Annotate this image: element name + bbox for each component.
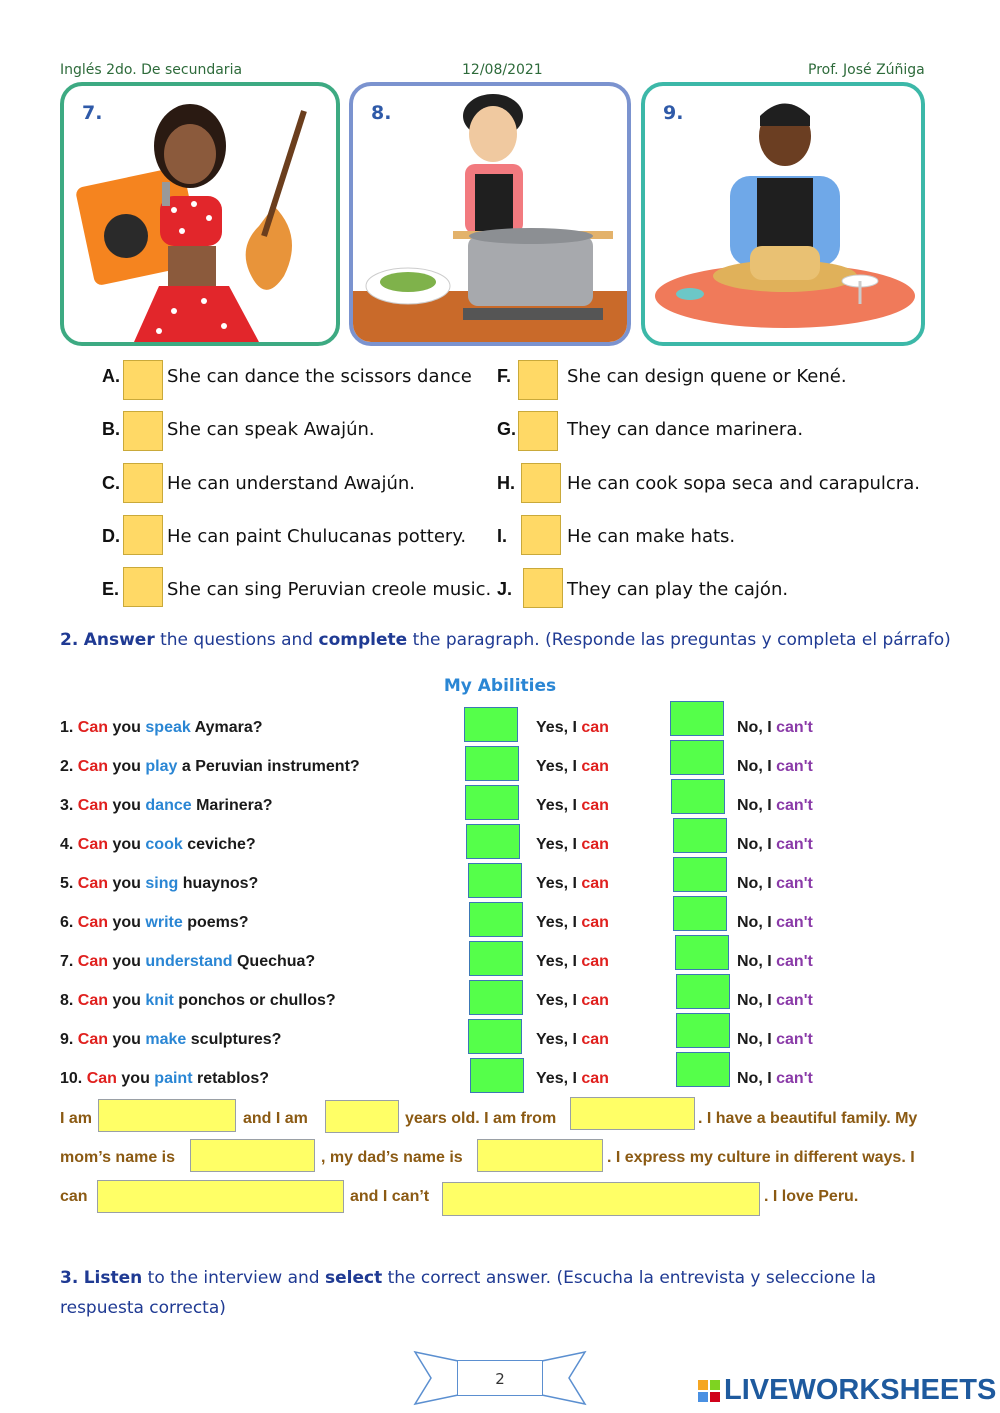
header-teacher: Prof. José Zúñiga (808, 62, 925, 78)
question-verb: dance (145, 797, 192, 814)
yes-answer (536, 1070, 609, 1088)
yes-prefix: Yes, I (536, 719, 577, 736)
question-6 (60, 914, 249, 932)
no-prefix: No, I (737, 953, 772, 970)
picture-number: 9. (663, 102, 684, 124)
question-object: Aymara? (194, 719, 263, 736)
question-verb: speak (145, 719, 191, 736)
option-letter: I. (497, 526, 508, 546)
question-can: Can (77, 1031, 109, 1048)
instruction-verb: select (324, 1268, 383, 1288)
paragraph-text: I am (60, 1110, 93, 1127)
option-text: She can dance the scissors dance (167, 366, 472, 387)
page-number: 2 (457, 1360, 543, 1396)
no-checkbox[interactable] (673, 896, 727, 931)
no-cant: can't (776, 953, 813, 970)
no-checkbox[interactable] (670, 701, 724, 736)
paragraph-text: and I am (243, 1110, 308, 1127)
question-object: a Peruvian instrument? (181, 758, 360, 775)
option-text: She can speak Awajún. (167, 419, 375, 440)
section-number: 2. (60, 630, 79, 650)
hatmaker-illustration (645, 86, 921, 342)
no-cant: can't (776, 758, 813, 775)
question-verb: knit (145, 992, 174, 1009)
no-answer (737, 914, 813, 932)
instruction-text: the paragraph. (Responde las preguntas y completa el párrafo) (412, 630, 951, 650)
question-number: 9. (60, 1031, 74, 1048)
yes-can: can (581, 992, 609, 1009)
instruction-verb: Answer (83, 630, 155, 650)
paragraph-text: , my dad’s name is (321, 1149, 463, 1166)
no-prefix: No, I (737, 797, 772, 814)
no-checkbox[interactable] (673, 857, 727, 892)
option-letter: F. (497, 366, 512, 386)
no-prefix: No, I (737, 914, 772, 931)
section-2-instruction (60, 630, 951, 650)
question-1 (60, 719, 263, 737)
no-checkbox[interactable] (675, 935, 729, 970)
no-cant: can't (776, 797, 813, 814)
option-text: They can play the cajón. (567, 579, 789, 600)
question-10 (60, 1070, 269, 1088)
answer-box-i[interactable] (521, 515, 561, 555)
question-object: Quechua? (236, 953, 316, 970)
yes-can: can (581, 836, 609, 853)
yes-can: can (581, 953, 609, 970)
question-number: 3. (60, 797, 74, 814)
liveworksheets-logo-icon (698, 1380, 720, 1402)
question-verb: make (145, 1031, 187, 1048)
yes-checkbox[interactable] (469, 980, 523, 1015)
option-letter: B. (102, 419, 120, 439)
yes-can: can (581, 875, 609, 892)
answer-box-j[interactable] (523, 568, 563, 608)
yes-can: can (581, 758, 609, 775)
yes-answer (536, 875, 609, 893)
answer-box-e[interactable] (123, 567, 163, 607)
answer-box-f[interactable] (518, 360, 558, 400)
option-text: She can sing Peruvian creole music. (167, 579, 492, 600)
section-3-instruction (60, 1268, 876, 1288)
option-text: He can make hats. (567, 526, 736, 547)
no-answer (737, 719, 813, 737)
yes-can: can (581, 1070, 609, 1087)
option-letter: H. (497, 473, 515, 493)
question-number: 7. (60, 953, 74, 970)
yes-checkbox[interactable] (466, 824, 520, 859)
paragraph-text: . I love Peru. (764, 1188, 859, 1205)
yes-checkbox[interactable] (469, 902, 523, 937)
paragraph-text: . I express my culture in different ways. I (607, 1149, 915, 1166)
question-number: 10. (60, 1070, 83, 1087)
question-you: you (112, 758, 141, 775)
question-verb: play (145, 758, 178, 775)
question-object: ponchos or chullos? (178, 992, 336, 1009)
can-field[interactable] (97, 1180, 344, 1213)
yes-checkbox[interactable] (468, 1019, 522, 1054)
no-cant: can't (776, 719, 813, 736)
question-object: sculptures? (190, 1031, 282, 1048)
yes-answer (536, 914, 609, 932)
cant-field[interactable] (442, 1182, 760, 1216)
option-letter: G. (497, 419, 517, 439)
no-prefix: No, I (737, 758, 772, 775)
yes-prefix: Yes, I (536, 953, 577, 970)
yes-prefix: Yes, I (536, 914, 577, 931)
no-answer (737, 1031, 813, 1049)
paragraph-text: years old. I am from (405, 1110, 557, 1127)
picture-7 (60, 82, 340, 346)
no-checkbox[interactable] (676, 1052, 730, 1087)
question-verb: understand (145, 953, 233, 970)
no-answer (737, 1070, 813, 1088)
question-number: 1. (60, 719, 74, 736)
section-3-instruction-line2: respuesta correcta) (60, 1298, 226, 1318)
yes-can: can (581, 914, 609, 931)
yes-can: can (581, 797, 609, 814)
question-can: Can (77, 836, 109, 853)
no-prefix: No, I (737, 875, 772, 892)
question-number: 2. (60, 758, 74, 775)
answer-box-b[interactable] (123, 411, 163, 451)
paragraph-text: . I have a beautiful family. My (698, 1110, 918, 1127)
question-verb: paint (154, 1070, 193, 1087)
option-letter: D. (102, 526, 120, 546)
question-verb: sing (145, 875, 179, 892)
option-letter: J. (497, 579, 513, 599)
option-text: He can cook sopa seca and carapulcra. (567, 473, 920, 494)
paragraph-text: mom’s name is (60, 1149, 176, 1166)
yes-can: can (581, 1031, 609, 1048)
question-you: you (112, 953, 141, 970)
yes-answer (536, 992, 609, 1010)
singer-illustration (64, 86, 336, 342)
question-7 (60, 953, 315, 971)
answer-box-d[interactable] (123, 515, 163, 555)
question-object: retablos? (196, 1070, 269, 1087)
question-verb: write (145, 914, 183, 931)
question-number: 6. (60, 914, 74, 931)
yes-prefix: Yes, I (536, 758, 577, 775)
yes-checkbox[interactable] (465, 785, 519, 820)
no-answer (737, 953, 813, 971)
no-checkbox[interactable] (671, 779, 725, 814)
question-you: you (112, 875, 141, 892)
section-number: 3. (60, 1268, 79, 1288)
question-9 (60, 1031, 281, 1049)
question-you: you (112, 914, 141, 931)
origin-field[interactable] (570, 1097, 695, 1130)
question-you: you (121, 1070, 150, 1087)
option-text: He can paint Chulucanas pottery. (167, 526, 467, 547)
question-2 (60, 758, 360, 776)
picture-8 (349, 82, 631, 346)
picture-number: 8. (371, 102, 392, 124)
cook-illustration (353, 86, 627, 342)
instruction-verb: complete (318, 630, 408, 650)
question-number: 5. (60, 875, 74, 892)
question-5 (60, 875, 258, 893)
no-checkbox[interactable] (673, 818, 727, 853)
no-answer (737, 797, 813, 815)
question-you: you (112, 719, 141, 736)
question-can: Can (77, 797, 109, 814)
question-can: Can (77, 953, 109, 970)
age-field[interactable] (325, 1100, 399, 1133)
question-object: ceviche? (187, 836, 256, 853)
question-you: you (112, 797, 141, 814)
question-you: you (112, 1031, 141, 1048)
mom-name-field[interactable] (190, 1139, 315, 1172)
yes-checkbox[interactable] (464, 707, 518, 742)
yes-answer (536, 1031, 609, 1049)
no-prefix: No, I (737, 836, 772, 853)
dad-name-field[interactable] (477, 1139, 603, 1172)
no-prefix: No, I (737, 1070, 772, 1087)
question-3 (60, 797, 273, 815)
instruction-text: the correct answer. (Escucha la entrevista y seleccione la (387, 1268, 876, 1288)
paragraph-text: and I can’t (350, 1188, 430, 1205)
yes-checkbox[interactable] (465, 746, 519, 781)
no-answer (737, 992, 813, 1010)
yes-checkbox[interactable] (470, 1058, 524, 1093)
instruction-text: the questions and (160, 630, 314, 650)
no-prefix: No, I (737, 992, 772, 1009)
picture-number: 7. (82, 102, 103, 124)
no-prefix: No, I (737, 719, 772, 736)
no-answer (737, 836, 813, 854)
my-abilities-title: My Abilities (443, 676, 557, 696)
question-you: you (112, 992, 141, 1009)
instruction-verb: Listen (83, 1268, 143, 1288)
picture-9 (641, 82, 925, 346)
question-can: Can (77, 992, 109, 1009)
yes-answer (536, 719, 609, 737)
yes-checkbox[interactable] (468, 863, 522, 898)
option-text: They can dance marinera. (567, 419, 804, 440)
no-cant: can't (776, 992, 813, 1009)
brand-name: LIVEWORKSHEETS (724, 1374, 997, 1406)
no-cant: can't (776, 1070, 813, 1087)
no-answer (737, 875, 813, 893)
yes-prefix: Yes, I (536, 1070, 577, 1087)
option-letter: E. (102, 579, 120, 599)
question-can: Can (77, 758, 109, 775)
no-checkbox[interactable] (676, 974, 730, 1009)
no-cant: can't (776, 914, 813, 931)
option-letter: A. (102, 366, 120, 386)
yes-prefix: Yes, I (536, 992, 577, 1009)
header-course: Inglés 2do. De secundaria (60, 62, 243, 78)
no-checkbox[interactable] (670, 740, 724, 775)
answer-box-a[interactable] (123, 360, 163, 400)
option-letter: C. (102, 473, 120, 493)
name-field[interactable] (98, 1099, 236, 1132)
no-prefix: No, I (737, 1031, 772, 1048)
question-object: Marinera? (196, 797, 273, 814)
question-can: Can (77, 719, 109, 736)
question-you: you (112, 836, 141, 853)
no-answer (737, 758, 813, 776)
question-can: Can (77, 914, 109, 931)
instruction-text: to the interview and (147, 1268, 320, 1288)
option-text: He can understand Awajún. (167, 473, 416, 494)
question-object: poems? (187, 914, 249, 931)
yes-prefix: Yes, I (536, 797, 577, 814)
paragraph-text: can (60, 1188, 88, 1205)
question-object: huaynos? (182, 875, 259, 892)
no-checkbox[interactable] (676, 1013, 730, 1048)
yes-prefix: Yes, I (536, 836, 577, 853)
yes-prefix: Yes, I (536, 1031, 577, 1048)
answer-box-g[interactable] (518, 411, 558, 451)
yes-can: can (581, 719, 609, 736)
yes-answer (536, 797, 609, 815)
question-number: 4. (60, 836, 74, 853)
yes-answer (536, 953, 609, 971)
option-text: She can design quene or Kené. (567, 366, 847, 387)
no-cant: can't (776, 1031, 813, 1048)
yes-answer (536, 758, 609, 776)
question-4 (60, 836, 256, 854)
no-cant: can't (776, 836, 813, 853)
question-verb: cook (145, 836, 183, 853)
question-8 (60, 992, 336, 1010)
yes-checkbox[interactable] (469, 941, 523, 976)
question-number: 8. (60, 992, 74, 1009)
yes-answer (536, 836, 609, 854)
header-date: 12/08/2021 (462, 62, 543, 78)
answer-box-h[interactable] (521, 463, 561, 503)
yes-prefix: Yes, I (536, 875, 577, 892)
question-can: Can (86, 1070, 117, 1087)
answer-box-c[interactable] (123, 463, 163, 503)
question-can: Can (77, 875, 109, 892)
no-cant: can't (776, 875, 813, 892)
